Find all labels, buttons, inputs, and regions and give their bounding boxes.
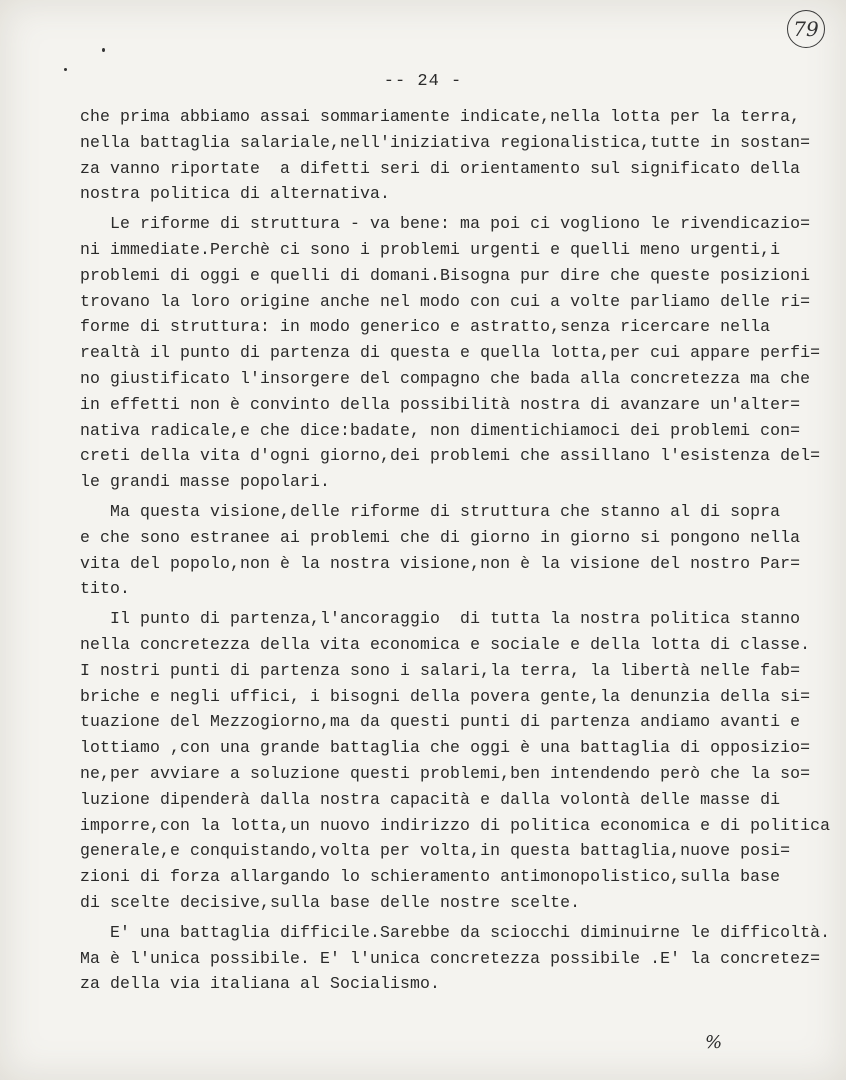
ink-speck (64, 68, 67, 71)
text-line: realtà il punto di partenza di questa e quella lotta,per cui appare perfi= (80, 343, 821, 363)
text-line: ni immediate.Perchè ci sono i problemi urgenti e quelli meno urgenti,i (80, 239, 781, 259)
text-line: lottiamo ,con una grande battaglia che oggi è una battaglia di opposizio= (80, 738, 811, 758)
text-line: creti della vita d'ogni giorno,dei problemi che assillano l'esistenza del= (80, 446, 821, 466)
text-line: ne,per avviare a soluzione questi problemi,ben intendendo però che la so= (80, 763, 811, 783)
text-line: E' una battaglia difficile.Sarebbe da sciocchi diminuirne le difficoltà. (80, 922, 831, 942)
text-line: forme di struttura: in modo generico e astratto,senza ricercare nella (80, 317, 771, 337)
text-line: nella battaglia salariale,nell'iniziativa regionalistica,tutte in sostan= (80, 132, 811, 152)
text-line: tuazione del Mezzogiorno,ma da questi punti di partenza andiamo avanti e (80, 712, 801, 732)
end-of-page-mark: % (705, 1032, 723, 1053)
text-line: nativa radicale,e che dice:badate, non dimentichiamoci dei problemi con= (80, 420, 801, 440)
text-line: Le riforme di struttura - va bene: ma poi ci vogliono le rivendicazio= (80, 214, 811, 234)
text-line: Il punto di partenza,l'ancoraggio di tutta la nostra politica stanno (80, 609, 801, 629)
text-line: trovano la loro origine anche nel modo con cui a volte parliamo delle ri= (80, 291, 811, 311)
text-line: problemi di oggi e quelli di domani.Bisogna pur dire che queste posizioni (80, 265, 811, 285)
text-line: imporre,con la lotta,un nuovo indirizzo di politica economica e di politica (80, 815, 831, 835)
text-line: Ma è l'unica possibile. E' l'unica concretezza possibile .E' la concretez= (80, 948, 821, 968)
text-line: che prima abbiamo assai sommariamente indicate,nella lotta per la terra, (80, 107, 801, 126)
typed-text-body (80, 104, 831, 997)
ink-speck (102, 48, 105, 52)
text-line: vita del popolo,non è la nostra visione,non è la visione del nostro Par= (80, 553, 801, 573)
text-line: nella concretezza della vita economica e sociale e della lotta di classe. (80, 634, 811, 654)
text-line: generale,e conquistando,volta per volta,in questa battaglia,nuove posi= (80, 841, 791, 861)
text-line: zioni di forza allargando lo schieramento antimonopolistico,sulla base (80, 867, 781, 887)
text-line: tito. (80, 579, 131, 599)
text-line: in effetti non è convinto della possibilità nostra di avanzare un'alter= (80, 394, 801, 414)
text-line: e che sono estranee ai problemi che di giorno in giorno si pongono nella (80, 527, 801, 547)
page-number: -- 24 - (383, 72, 463, 91)
text-line: I nostri punti di partenza sono i salari,la terra, la libertà nelle fab= (80, 660, 801, 680)
text-line: za vanno riportate a difetti seri di orientamento sul significato della (80, 158, 801, 178)
text-line: di scelte decisive,sulla base delle nostre scelte. (80, 892, 581, 912)
text-line: luzione dipenderà dalla nostra capacità e dalla volontà delle masse di (80, 789, 781, 809)
text-line: za della via italiana al Socialismo. (80, 974, 441, 994)
text-line: nostra politica di alternativa. (80, 184, 391, 204)
text-line: le grandi masse popolari. (80, 472, 331, 492)
archive-number-stamp: 79 (787, 10, 825, 48)
text-line: no giustificato l'insorgere del compagno che bada alla concretezza ma che (80, 368, 811, 388)
text-line: briche e negli uffici, i bisogni della povera gente,la denunzia della si= (80, 686, 811, 706)
text-line: Ma questa visione,delle riforme di struttura che stanno al di sopra (80, 501, 781, 521)
